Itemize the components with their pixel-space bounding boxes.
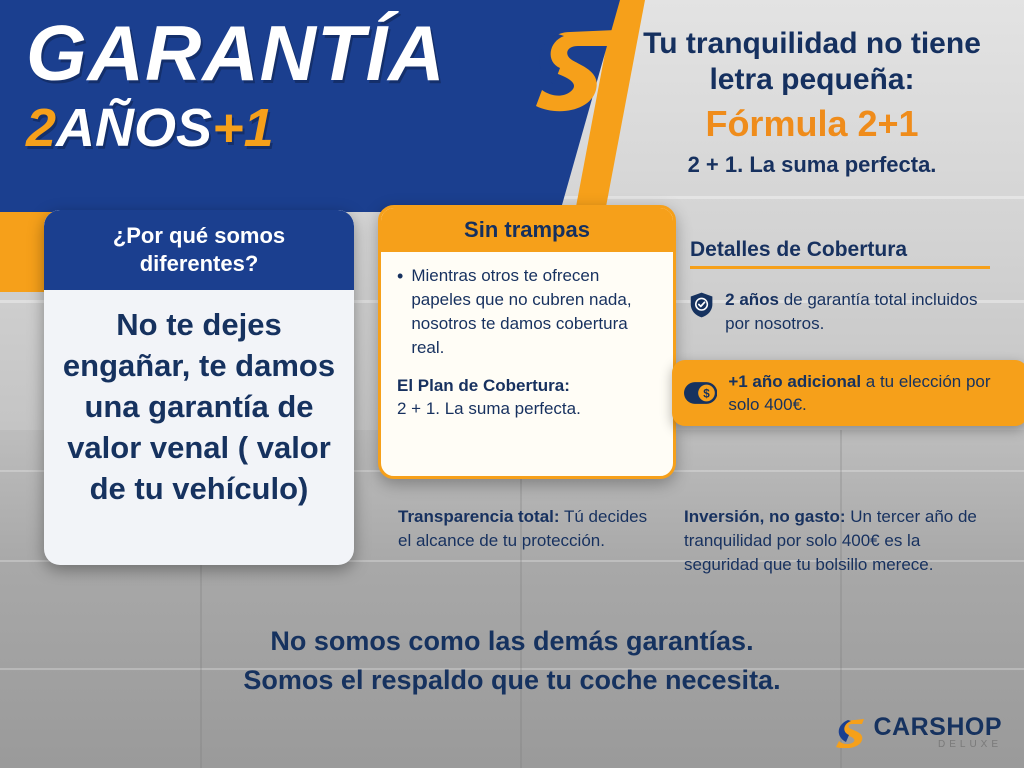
card-why-different-heading: ¿Por qué somos diferentes? [44,210,354,290]
note-investment-label: Inversión, no gasto: [684,507,846,526]
slogan-line-2: Somos el respaldo que tu coche necesita. [243,665,781,695]
coverage-item-text [725,288,1000,336]
header-tagline: Tu tranquilidad no tiene letra pequeña: [643,27,981,96]
plan-label: El Plan de Cobertura: [397,376,570,395]
card-why-different [44,210,354,565]
slogan-line-1: No somos como las demás garantías. [270,626,754,656]
card-why-different-body: No te dejes engañar, te damos una garantía de valor venal ( valor de tu vehículo) [62,307,336,506]
title-years-word: AÑOS [56,98,213,158]
coverage-badge-rest: a tu elección por solo 400€. [728,372,991,414]
shield-check-icon [690,288,713,322]
closing-slogan [0,622,1024,700]
card-no-traps-heading: Sin trampas [381,208,673,252]
brand-tagline: DELUXE [937,739,1002,750]
title-plus-one: +1 [212,98,274,158]
header-formula: Fórmula 2+1 [705,103,919,144]
brand-logo-text [873,715,1002,750]
note-investment [684,505,996,577]
toggle-euro-icon [684,380,717,406]
list-item [397,264,659,360]
note-transparency-label: Transparencia total: [398,507,560,526]
card-no-traps [378,205,676,479]
header-formula-sub: 2 + 1. La suma perfecta. [687,152,937,177]
note-transparency [398,505,656,553]
card-no-traps-body [381,252,673,430]
page-subtitle [26,100,274,156]
brand-name: CARSHOP [873,713,1002,741]
coverage-badge-extra-year [672,360,1024,426]
coverage-item-strong: 2 años [725,290,779,309]
plan-value: 2 + 1. La suma perfecta. [397,399,581,418]
coverage-item-two-years [690,288,1000,336]
note-investment-text: Un tercer año de tranquilidad por solo 400€ es la seguridad que tu bolsillo merece. [684,507,977,574]
note-transparency-text: Tú decides el alcance de tu protección. [398,507,648,550]
coverage-title: Detalles de Cobertura [690,238,908,261]
svg-text:$: $ [703,387,710,401]
title-years-number: 2 [26,98,57,158]
coverage-badge-text [728,370,1016,416]
carshop-logo-mark-icon [831,718,865,748]
carshop-swoosh-icon [512,26,622,116]
page-title: GARANTÍA [26,9,446,97]
brand-logo [831,715,1002,750]
header-right-block [612,26,1012,178]
floor-line-v2 [520,430,522,768]
bullet-dot-icon: • [397,266,404,286]
coverage-item-rest: de garantía total incluidos por nosotros. [725,290,978,333]
no-traps-bullet-text: Mientras otros te ofrecen papeles que no cubren nada, nosotros te damos cobertura real. [411,266,632,357]
coverage-divider [690,266,990,269]
coverage-badge-strong: +1 año adicional [728,372,862,391]
